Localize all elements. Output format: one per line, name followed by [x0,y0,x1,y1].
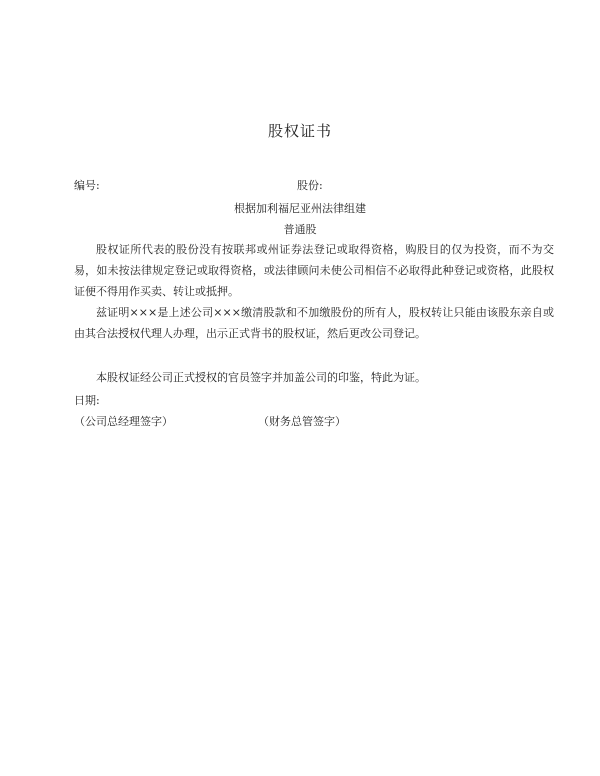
restriction-paragraph: 股权证所代表的股份没有按联邦或州证券法登记或取得资格，购股目的仅为投资，而不为交易，如未按法律规定登记或取得资格，或法律顾问未使公司相信不必取得此种登记或资格，此股权证便不得用作买卖、转让或抵押。 [74,243,554,298]
date-label: 日期: [74,394,100,407]
page-title: 股权证书 [267,122,332,140]
shares-label: 股份: [297,179,323,192]
attestation-paragraph: 本股权证经公司正式授权的官员签字并加盖公司的印鉴，特此为证。 [96,371,426,384]
ownership-paragraph: 兹证明×××是上述公司×××缴清股款和不加缴股份的所有人，股权转让只能由该股东亲自或由其合法授权代理人办理，出示正式背书的股权证，然后更改公司登记。 [74,306,554,340]
incorporation-statement: 根据加利福尼亚州法律组建 [234,202,366,215]
serial-number-label: 编号: [74,179,100,192]
finance-director-signature: （财务总管签字） [258,415,346,428]
general-manager-signature: （公司总经理签字） [74,415,173,428]
share-class: 普通股 [283,223,317,236]
